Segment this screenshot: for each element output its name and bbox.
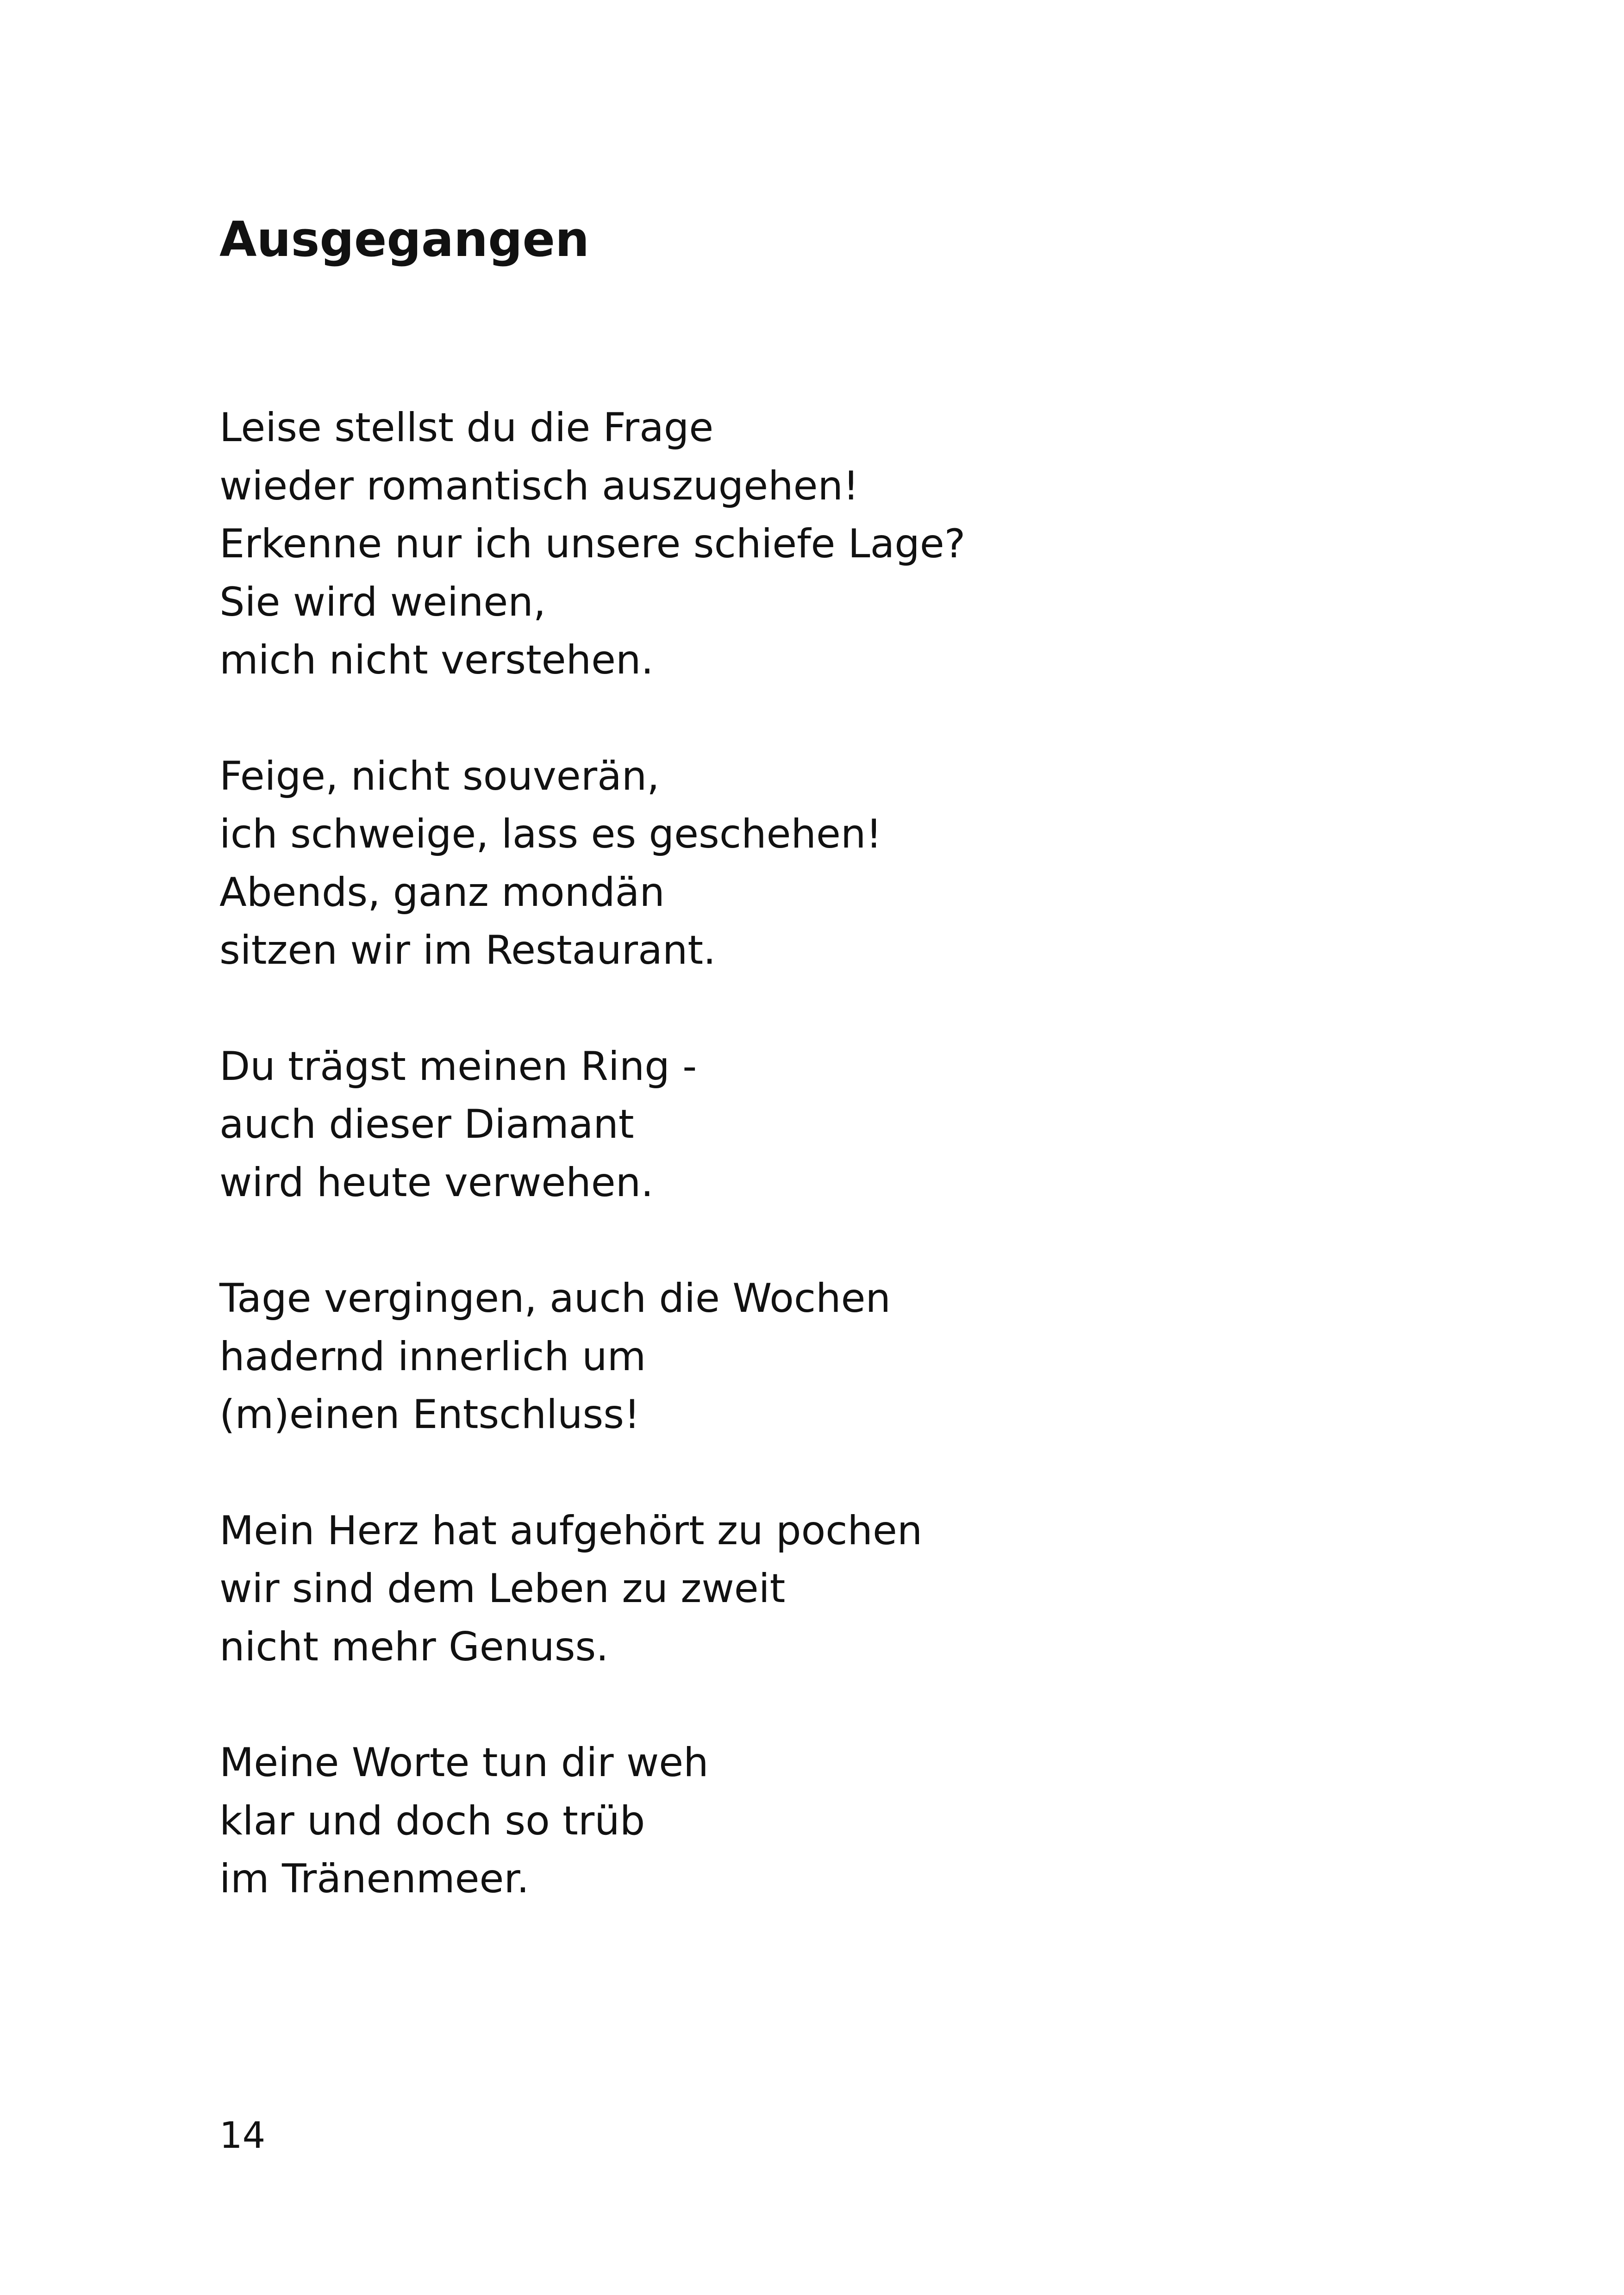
poem-body xyxy=(219,399,1423,1966)
poem-line: nicht mehr Genuss. xyxy=(219,1623,609,1670)
poem-line: hadernd innerlich um xyxy=(219,1333,646,1380)
stanza-1 xyxy=(219,399,1423,690)
page-number: 14 xyxy=(219,2115,266,2157)
poem-title: Ausgegangen xyxy=(219,211,590,268)
stanza-3 xyxy=(219,1038,1423,1212)
poem-line: wird heute verwehen. xyxy=(219,1159,654,1206)
poem-line: Erkenne nur ich unsere schiefe Lage? xyxy=(219,521,966,567)
poem-line: Sie wird weinen, xyxy=(219,579,546,625)
poem-line: Abends, ganz mondän xyxy=(219,869,665,916)
poem-line: Du trägst meinen Ring - xyxy=(219,1043,697,1090)
poem-line: mich nicht verstehen. xyxy=(219,637,654,683)
poem-line: im Tränenmeer. xyxy=(219,1856,530,1902)
stanza-5 xyxy=(219,1502,1423,1677)
poem-line: sitzen wir im Restaurant. xyxy=(219,927,716,973)
stanza-2 xyxy=(219,748,1423,980)
poem-line: Mein Herz hat aufgehört zu pochen xyxy=(219,1507,923,1554)
poem-line: Leise stellst du die Frage xyxy=(219,405,714,451)
poem-line: Meine Worte tun dir weh xyxy=(219,1740,709,1786)
poem-line: Feige, nicht souverän, xyxy=(219,753,660,799)
poem-line: ich schweige, lass es geschehen! xyxy=(219,811,882,857)
poem-line: Tage vergingen, auch die Wochen xyxy=(219,1275,891,1322)
poem-line: klar und doch so trüb xyxy=(219,1797,645,1844)
poem-line: wir sind dem Leben zu zweit xyxy=(219,1565,786,1612)
poem-line: wieder romantisch auszugehen! xyxy=(219,462,859,509)
stanza-6 xyxy=(219,1734,1423,1908)
stanza-4 xyxy=(219,1270,1423,1444)
poem-line: auch dieser Diamant xyxy=(219,1101,634,1148)
poem-line: (m)einen Entschluss! xyxy=(219,1391,640,1438)
